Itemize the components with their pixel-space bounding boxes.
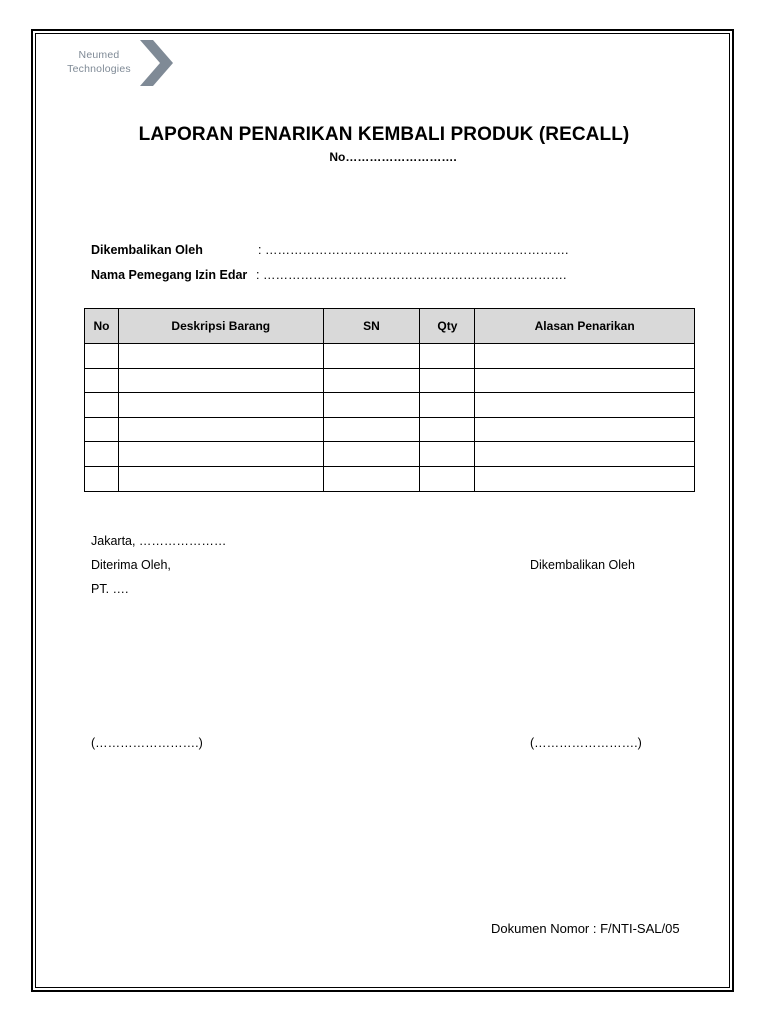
chevron-right-icon [138, 40, 174, 90]
table-cell[interactable] [118, 442, 323, 467]
table-row [85, 393, 695, 418]
table-cell[interactable] [420, 368, 475, 393]
document-code: Dokumen Nomor : F/NTI-SAL/05 [491, 921, 680, 936]
returned-by-value[interactable]: : ………………………………………………………………. [258, 243, 569, 257]
table-cell[interactable] [323, 442, 420, 467]
table-row [85, 344, 695, 369]
place-date[interactable]: Jakarta, ………………… [91, 534, 227, 548]
table-cell[interactable] [323, 393, 420, 418]
table-row [85, 368, 695, 393]
table-cell[interactable] [475, 442, 695, 467]
table-cell[interactable] [420, 417, 475, 442]
column-header-description: Deskripsi Barang [118, 309, 323, 344]
table-header-row [85, 309, 695, 344]
table-cell[interactable] [323, 344, 420, 369]
table-cell[interactable] [475, 393, 695, 418]
column-header-no: No [85, 309, 119, 344]
column-header-qty: Qty [420, 309, 475, 344]
table-row [85, 442, 695, 467]
received-by-label: Diterima Oleh, [91, 558, 171, 572]
table-cell[interactable] [420, 344, 475, 369]
returned-by-label: Dikembalikan Oleh [91, 243, 203, 257]
table-cell[interactable] [323, 466, 420, 491]
document-title: LAPORAN PENARIKAN KEMBALI PRODUK (RECALL) [138, 124, 630, 145]
license-holder-value[interactable]: : ………………………………………………………………. [256, 268, 567, 282]
table-cell[interactable] [118, 417, 323, 442]
license-holder-label: Nama Pemegang Izin Edar [91, 268, 248, 282]
table-cell[interactable] [323, 368, 420, 393]
document-number: No………………………. [329, 150, 457, 164]
table-cell[interactable] [85, 417, 119, 442]
page-border-inner [35, 33, 730, 988]
table-cell[interactable] [118, 393, 323, 418]
table-cell[interactable] [420, 393, 475, 418]
table-cell[interactable] [475, 466, 695, 491]
company-logo [60, 40, 180, 90]
returner-signature-name[interactable]: (…………………….) [530, 736, 642, 750]
logo-text [60, 48, 138, 76]
column-header-reason: Alasan Penarikan [475, 309, 695, 344]
receiver-signature-name[interactable]: (…………………….) [91, 736, 203, 750]
table-cell[interactable] [85, 442, 119, 467]
table-row [85, 417, 695, 442]
table-cell[interactable] [85, 466, 119, 491]
logo-line-2: Technologies [67, 63, 131, 75]
table-cell[interactable] [420, 442, 475, 467]
recall-items-table [84, 308, 695, 492]
table-cell[interactable] [85, 344, 119, 369]
returned-by-signature-label: Dikembalikan Oleh [530, 558, 635, 572]
column-header-sn: SN [323, 309, 420, 344]
table-cell[interactable] [118, 368, 323, 393]
table-cell[interactable] [323, 417, 420, 442]
table-cell[interactable] [420, 466, 475, 491]
table-cell[interactable] [118, 466, 323, 491]
table-cell[interactable] [118, 344, 323, 369]
table-cell[interactable] [475, 417, 695, 442]
logo-line-1: Neumed [78, 49, 120, 61]
table-cell[interactable] [475, 344, 695, 369]
table-row [85, 466, 695, 491]
table-cell[interactable] [475, 368, 695, 393]
table-cell[interactable] [85, 368, 119, 393]
company-name[interactable]: PT. …. [91, 582, 129, 596]
table-cell[interactable] [85, 393, 119, 418]
